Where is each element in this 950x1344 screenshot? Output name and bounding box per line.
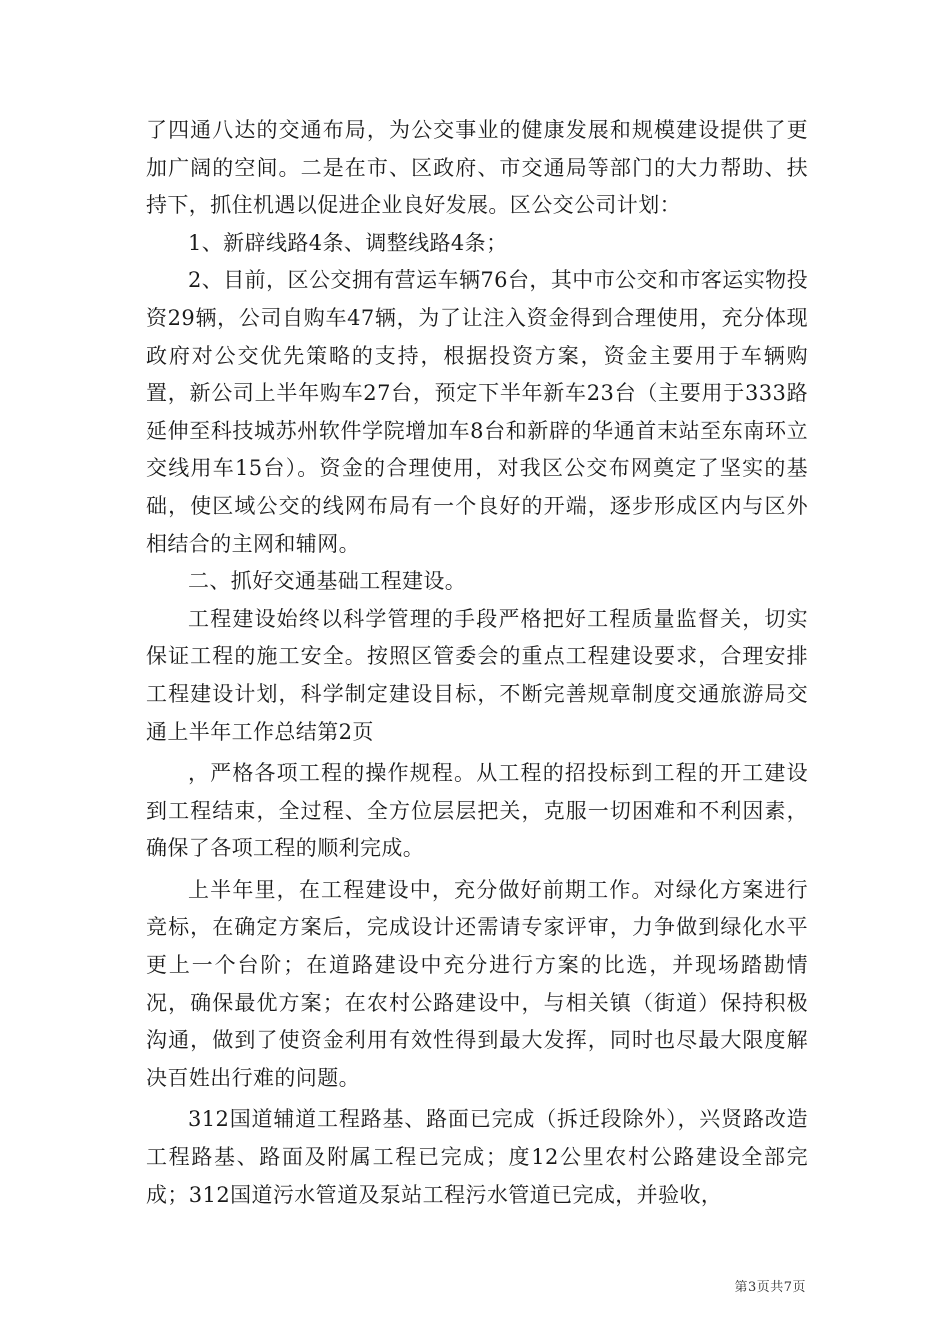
paragraph: 了四通八达的交通布局，为公交事业的健康发展和规模建设提供了更加广阔的空间。二是在市、区政府、市交通局等部门的大力帮助、扶持下，抓住机遇以促进企业良好发展。区公交公司计划： [146,118,808,218]
paragraph: 上半年里，在工程建设中，充分做好前期工作。对绿化方案进行竞标，在确定方案后，完成设计还需请专家评审，力争做到绿化水平更上一个台阶；在道路建设中充分进行方案的比选，并现场踏勘情况，确保最优方案；在农村公路建设中，与相关镇（街道）保持积极沟通，做到了使资金利用有效性得到最大发挥，同时也尽最大限度解决百姓出行难的问题。 [146,877,808,1090]
paragraph: 1、新辟线路4条、调整线路4条； [188,230,508,255]
section-heading: 二、抓好交通基础工程建设。 [188,569,467,594]
paragraph: 工程建设始终以科学管理的手段严格把好工程质量监督关，切实保证工程的施工安全。按照区管委会的重点工程建设要求，合理安排工程建设计划，科学制定建设目标，不断完善规章制度交通旅游局交通上半年工作总结第2页 [146,606,808,744]
paragraph: 312国道辅道工程路基、路面已完成（拆迁段除外），兴贤路改造工程路基、路面及附属工程已完成；度12公里农村公路建设全部完成；312国道污水管道及泵站工程污水管道已完成，并验收， [146,1107,808,1207]
document-body [146,112,808,1214]
paragraph: 2、目前，区公交拥有营运车辆76台，其中市公交和市客运实物投资29辆，公司自购车47辆，为了让注入资金得到合理使用，充分体现政府对公交优先策略的支持，根据投资方案，资金主要用于车辆购置，新公司上半年购车27台，预定下半年新车23台（主要用于333路延伸至科技城苏州软件学院增加车8台和新辟的华通首末站至东南环立交线用车15台）。资金的合理使用，对我区公交布网奠定了坚实的基础，使区域公交的线网布局有一个良好的开端，逐步形成区内与区外相结合的主网和辅网。 [146,268,808,556]
paragraph: ，严格各项工程的操作规程。从工程的招投标到工程的开工建设到工程结束，全过程、全方位层层把关，克服一切困难和不利因素，确保了各项工程的顺利完成。 [146,761,808,861]
page-number-footer: 第3页共7页 [734,1280,806,1295]
